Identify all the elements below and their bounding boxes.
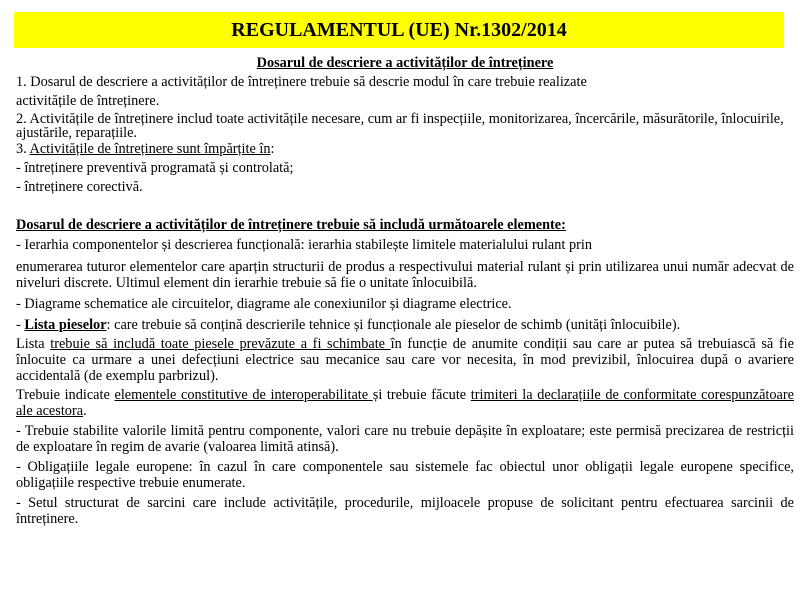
para4-prefix: Lista <box>16 336 51 352</box>
para5-middle: și trebuie făcute <box>372 387 471 403</box>
item3 <box>16 140 794 159</box>
para7: - Obligațiile legale europene: în cazul în care componentele sau sistemele fac obiectul unor obligații legale europene specifice, obligațiile respective trebuie enumerate. <box>16 459 794 491</box>
para2: - Diagrame schematice ale circuitelor, diagrame ale conexiunilor și diagrame electrice. <box>16 296 512 312</box>
section1-heading: Dosarul de descriere a activităților de întreținere <box>256 55 554 71</box>
para4-underlined: trebuie să includă toate piesele prevăzute a fi schimbate <box>50 336 391 352</box>
item1-line1: 1. Dosarul de descriere a activităților de întreținere trebuie să descrie modul în care trebuie realizate <box>16 74 587 90</box>
para5-prefix: Trebuie indicate <box>16 387 115 403</box>
page-title: REGULAMENTUL (UE) Nr.1302/2014 <box>231 18 567 41</box>
para3-bold: Lista pieselor <box>24 317 107 333</box>
para4 <box>16 336 794 384</box>
para1-rest: enumerarea tuturor elementelor care aparțin structurii de produs a respectivului material rulant și prin utilizarea unui număr adecvat de niveluri discrete. Ultimul element din ierarhie trebuie să fie o unitate înlocuibilă. <box>16 259 794 291</box>
item1-line2: activitățile de întreținere. <box>16 93 160 109</box>
para5-suffix: . <box>83 403 87 419</box>
para1-line1: - Ierarhia componentelor și descrierea funcțională: ierarhia stabilește limitele materialului rulant prin <box>16 237 593 253</box>
title-banner <box>14 12 784 48</box>
para4-rest: în funcție de anumite condiții sau care ar putea să trebuiască să fie înlocuite ca urmare a unei defecțiuni electrice sau mecanice sau care vor necesita, în mod previzibil, înlocuirea după o avariere accidentală (de exemplu parbrizul). <box>16 336 794 384</box>
document-body <box>16 55 794 527</box>
item3-prefix: 3. <box>16 141 30 157</box>
item3-suffix: : <box>270 141 275 157</box>
para8: - Setul structurat de sarcini care include activitățile, procedurile, mijloacele propuse de solicitant pentru efectuarea sarcinii de întreținere. <box>16 495 794 527</box>
para5-underlined1: elementele constitutive de interoperabilitate <box>114 387 373 403</box>
bullet-preventive: - întreținere preventivă programată și controlată; <box>16 160 294 176</box>
para5-underlined2: trimiteri la declarațiile de conformitate corespunzătoare ale acestora <box>16 387 794 419</box>
para3-prefix: - <box>16 317 25 333</box>
para3-rest: : care trebuie să conțină descrierile tehnice și funcționale ale pieselor de schimb (unități înlocuibile). <box>106 317 681 333</box>
para6: - Trebuie stabilite valorile limită pentru componente, valori care nu trebuie depășite în exploatare; este permisă precizarea de restricții de exploatare în regim de avarie (valoarea limită atinsă). <box>16 423 794 455</box>
para5 <box>16 387 794 419</box>
para3 <box>16 317 794 333</box>
bullet-corrective: - întreținere corectivă. <box>16 179 143 195</box>
item2: 2. Activitățile de întreținere includ toate activitățile necesare, cum ar fi inspecțiile, monitorizarea, încercările, măsurătorile, înlocuirile, ajustările, reparațiile. <box>16 111 784 141</box>
section2-heading: Dosarul de descriere a activităților de întreținere trebuie să includă următoarele elemente: <box>16 217 566 233</box>
item3-underlined: Activitățile de întreținere sunt împărțite în <box>29 141 271 157</box>
